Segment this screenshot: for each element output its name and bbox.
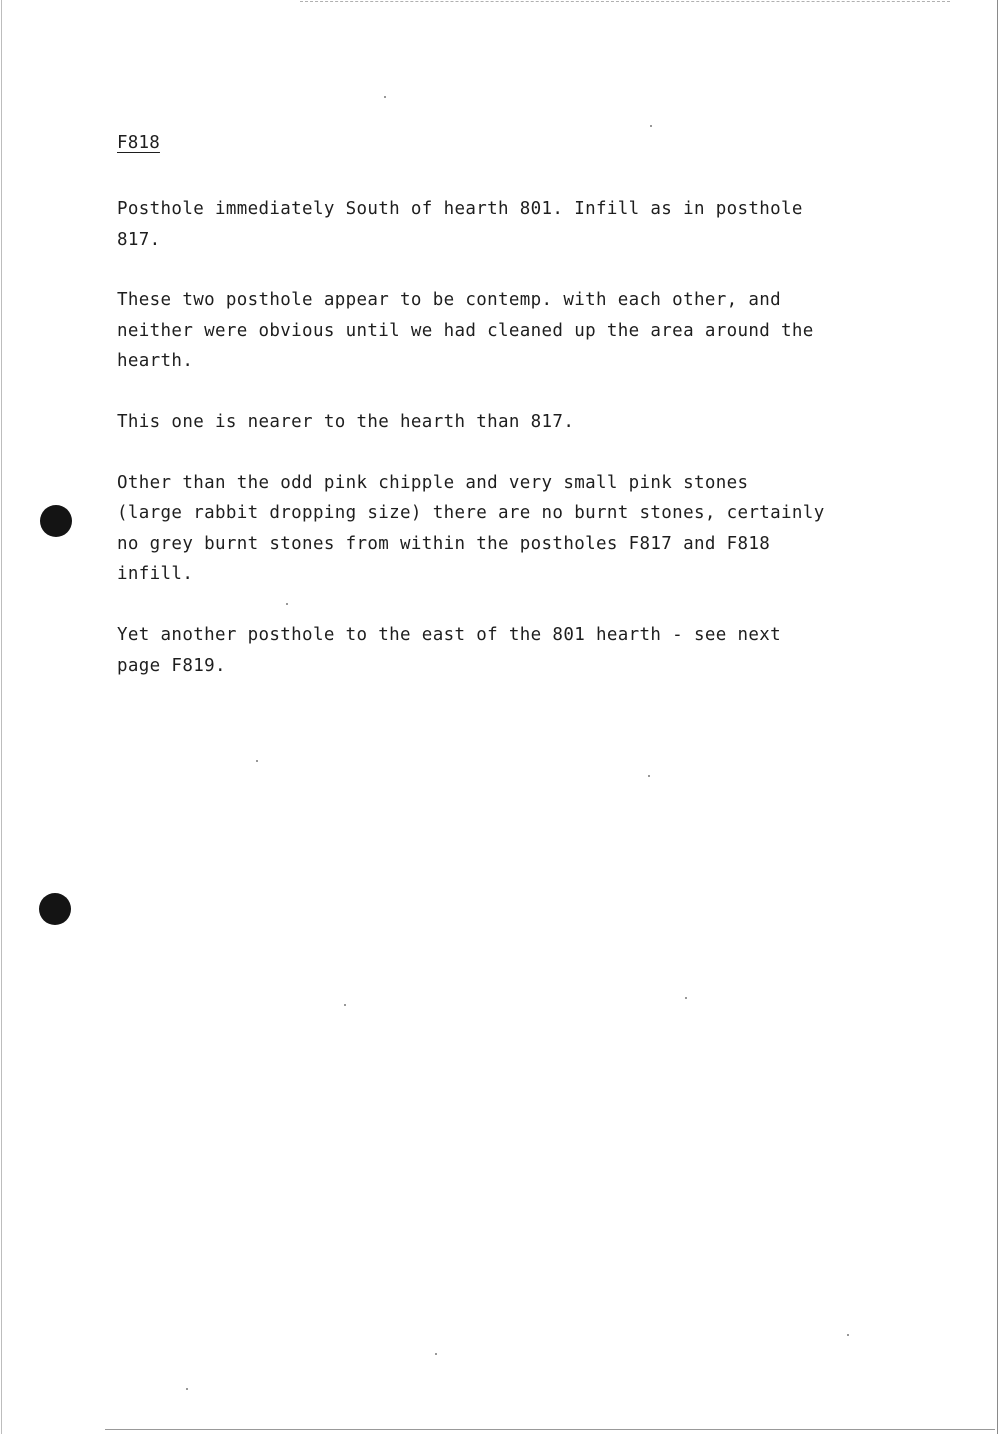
paragraph: These two posthole appear to be contemp. with each other, and neither were obvious until we had cleaned up the area around the hearth. [117,290,814,372]
scan-speck [256,760,258,762]
scan-speck [384,96,386,98]
paragraph: Yet another posthole to the east of the 801 hearth - see next page F819. [117,624,782,676]
scan-speck [847,1334,849,1336]
punch-hole-icon [39,893,71,925]
scan-edge-bottom [105,1429,995,1430]
scan-edge-left [1,0,2,1434]
punch-hole-icon [40,505,72,537]
paragraph: Posthole immediately South of hearth 801. Infill as in posthole 817. [117,199,803,250]
scan-speck [650,125,652,127]
paragraph: This one is nearer to the hearth than 817. [117,411,575,432]
scan-speck [685,997,687,999]
paragraph: Other than the odd pink chipple and very small pink stones (large rabbit dropping size) there are no burnt stones, certainly no grey burnt stones from within the postholes F817 and F818 infill. [117,472,825,585]
scan-speck [648,775,650,777]
scan-edge-right [997,0,998,1434]
scan-speck [435,1353,437,1355]
feature-heading: F818 [117,133,160,153]
scan-edge-top [300,1,950,3]
scan-speck [186,1388,188,1390]
scan-speck [344,1004,346,1006]
document-body [117,128,917,711]
